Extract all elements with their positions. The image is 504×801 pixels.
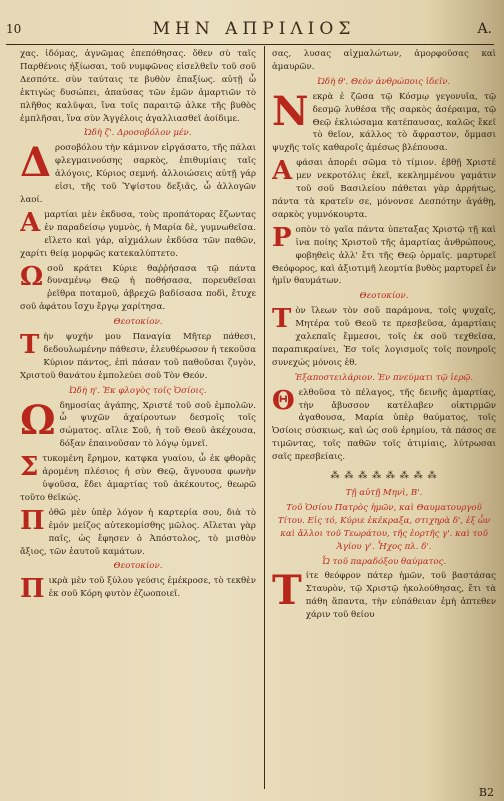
paragraph: Δροσοβόλου τὴν κάμινον εἰργάσατο, τῆς πάλαι φλεγμαινούσης σαρκὸς, ἐπιθυμίαις ταῖς ἀλόγοις, Κύριος σεμνή. ἀλλοιώσεις αὐτῇ γάρ εἰσι, τῆς τοῦ Ὑψίστου δεξιᾶς, ὦ ἀλλογῶν λαοί. — [20, 139, 256, 205]
rubric-heading: Θεοτοκίον. — [359, 291, 409, 302]
paragraph: χας. ἰδόμας, ἀγνῶμας ἐπεπόθησας. ὅθεν σὺ ταῖς Παρθένοις ἠξίωσαι, τοῦ νυμφῶνος εἰσελθεῖν τοῦ σοῦ Δεσπότε. σὺν ταύταις τε βυθὸν ἐπαξίως. αὐτῇ ὦ ἐκτιγὼς δυσώπει, ἀπαύσας τῶν ἐμῶν ἁμαρτιῶν τὸ πλῆθος καλῦψαι, ἵνα τοῖς παραιτῷ ἀλκε τῆς βυθὸς ἐμπλῆσαι, ἵνα σὺν Ἀγγέλοις ἀγαλλιασθεῖ ἀοίδιμε. — [20, 49, 256, 124]
drop-initial: Α — [20, 207, 41, 238]
footer-signature: Β2 — [478, 786, 494, 799]
paragraph: Αμαρτίαι μὲν ἐκδυσα, τοὺς προπάτορας ἔζωντας ἐν παραδείσῳ γυμνὸς, ἡ Μαρία δὲ, γυμνωθεῖσα. εἴλετο καὶ γάρ, αἰχμάλων ἐκδύσα τῶν παθῶν, χαρίτι θείᾳ μορφῶς κατεκαλύπτετο. — [20, 207, 256, 259]
rubric-heading: Ἐξαποστειλάριον. Ἐν πνεύματι τῷ ἱερῷ. — [294, 372, 474, 383]
rubric-heading: Θεοτοκίον. — [113, 317, 163, 328]
rubric-heading: Θεοτοκίον. — [113, 561, 163, 572]
left-column — [20, 48, 256, 787]
rubric-heading: Ὦ τοῦ παραδόξου θαύματος. — [321, 556, 447, 567]
drop-initial: Π — [20, 505, 45, 536]
rubric-heading: Ὠδὴ θ'. Θεὸν ἀνθρώποις ἰδεῖν. — [317, 76, 451, 87]
page-number: 10 — [6, 22, 22, 36]
rubric-heading: Ὠδὴ ζ'. Δροσοβόλον μέν. — [84, 128, 192, 139]
paragraph: Τίτε θεόφρον πάτερ ἡμῶν, τοῦ βαστάσας Σταυρὸν, τῷ Χριστῷ ἠκολούθησας, ἔτι τὰ πάθη ἅπαντα, τὴν εὐπάθειαν ἐμὴ ἀπτεθεν χάριν τοῦ θείου — [272, 567, 496, 621]
paragraph: Τὴν ψυχήν μου Παναγία Μῆτερ πάθεσι, δεδουλωμένην πάθεσιν, ἐλευθέρωσον ἡ τεκοῦσα Κύριον πάντος, ἐπὶ πάσαν τοῦ παθοῦσαι ζυγὸν, Χριστοῦ θανάτου ἐμπολεύει σοῦ Τὸν Θεόν. — [20, 330, 256, 381]
paragraph: Θελθοῦσα τὸ πέλαγος, τῆς δεινῆς ἁμαρτίας, τὴν ἄβυσσον κατέλαβεν οἰκτιρμῶν ἀγαθουσα, Μαρία ὑπὲρ θαύματος, τοῖς Ὁσίοις σύσκιως, καὶ ὡς σοῦ ἐρημίου, τὰ πάσος σε τιμῶντας, τοῖς παθῶν τοῖς ἀτιμίαις, λύτρωσαι σαῖς πρεσβείαις. — [272, 385, 496, 463]
paragraph: σας, λυσας αἰχμαλώτων, ἀμορφοῦσας καὶ ἀμαυρῶν. — [272, 49, 496, 72]
running-title: ΜΗΝ ΑΠΡΙΛΙΟΣ — [152, 19, 356, 39]
page-header — [6, 14, 492, 44]
paragraph: Τὸν ἵλεων τὸν σοῦ παράμονα, τοῖς ψυχαῖς, Μητέρα τοῦ Θεοῦ τε πρεσβεῦσα, ἁμαρτίαις χαλεπαῖς ἔμμεσοι, τοῖς ἐκ σοῦ τεχθεῖσα, παραπικραίνει, Ἐσ τοῖς λογισμοῖς τοῖς πονηροῖς συνεχώς μόνοις ἐθ. — [272, 304, 496, 368]
ornament-divider: ⁂ ⁂ ⁂ ⁂ ⁂ ⁂ ⁂ ⁂ — [330, 471, 438, 482]
header-rule — [6, 44, 494, 45]
rubric-heading: Τοῦ Ὁσίου Πατρὸς ἡμῶν, καὶ Θαυματουργοῦ Τίτου. Εἰς τό, Κύριε ἐκέκραξα, στιχηρὰ δ', ἐξ ὧν καὶ ἄλλοι τοῦ Τεωράτου, τῆς ἐορτῆς γ'. καὶ τοῦ Ἁγίου γ'. Ἦχος πλ. δ'. — [277, 502, 491, 552]
drop-initial: Τ — [272, 567, 302, 615]
drop-initial: Σ — [20, 452, 39, 483]
drop-initial: Α — [272, 156, 293, 187]
drop-initial: Τ — [272, 304, 292, 335]
paragraph: Αφάσαι ἀπορέι σῶμα τὸ τίμιον. ἐβθῇ Χριστέ μεν νεκροτόλις ἐκεῖ, κεκλημμένου γαμάτιν τοῦ σοῦ Βασιλείου πάθεται γὰρ ἀρρήτως, πάντα τὰ κρατεῖν σε, μόνονσε Δεσπότην ἀγάθῃ, σαρκὸς γυμνόκουρτα. — [272, 156, 496, 220]
column-divider — [264, 46, 265, 789]
paragraph: Ωδημοσίας ἀγάπης, Χριστέ τοῦ σοῦ ἐμπολῶν. ὦ ψυχῶν ἀχαίρουτων δεσμοῖς τοῖς σώματος. αἴλιε Σοῦ, ἡ τοῦ Θεοῦ ἀκέχουσα, δόξαν ἐπαινοῦσαν τὸ λόγῳ ὑμνεῖ. — [20, 396, 256, 450]
paragraph: Ωσοῦ κράτει Κύριε θαῤῥήσασα τῷ πάντα δυναμένῳ Θεῷ ἡ ποθήσασα, πορευθεῖσαι ῥεῖθρα ποταμοῦ, ἀβρεχῶ βαδίσασα ποδὶ, ἔτυχε σοῦ ἀφάτου ἴσχυ ἔργῳ χαρίτησα. — [20, 261, 256, 313]
rubric-heading: Ὠδὴ η'. Ἐκ φλογὸς τοῖς Ὁσίοις. — [69, 385, 207, 396]
rubric-heading: Τῇ αὐτῇ Μηνὶ, Β'. — [345, 488, 423, 498]
drop-initial: Ρ — [272, 222, 292, 253]
paragraph: Πὀθῶ μὲν ὑπὲρ λόγον ἡ καρτερία σου, διὰ τὸ ἐμόν μείζος αὐτεκομίσθης μῶλος. Αἴλεται γὰρ παῖς, ὡς ἔφησεν ὁ Ἀπόστολος, τὸ μισθὸν ἄξιος, τῶν ἑαυτοῦ καμάτων. — [20, 505, 256, 557]
paragraph: Νεκρὰ ἐ ζῶσα τῷ Κόσμῳ γεγονυῖα, τῷ δεσμῷ λυθέσα τῆς σαρκὸς ἀσέραιμα, τῷ Θεῷ ἐκλιώσαμα κατέπαυσας, καλῶς ἔκεῖ τὸ θεῖον, κάλλος τὸ ἄφραστον, ὄμμασι ψυχῆς τοῖς καθαροῖς ἀμέσως βλέπουσα. — [272, 87, 496, 154]
paragraph: Ροπὸν τὸ γαῖα πάντα ὑπεταξας Χριστῷ τῇ καὶ ἰνα ποίης Χριστοῦ τῆς ἁμαρτίας ἀνθρώπους, φοβηθεὶς ἀλλ' ἔτι τῆς Θεῷ ὁρμαῖς. μαρτυρεῖ Θεόφορος, καὶ ἀξιοτιμῆ λεομτία βυθὸς μαρτυρεῖ ἐν ἡμῖν θαυμάτων. — [272, 222, 496, 287]
drop-initial: Τ — [20, 330, 40, 361]
drop-initial: Ω — [20, 396, 56, 444]
right-column — [272, 48, 496, 787]
header-signature: Α. — [477, 21, 492, 37]
drop-initial: Π — [20, 574, 45, 605]
drop-initial: Δ — [20, 139, 52, 187]
drop-initial: Θ — [272, 385, 295, 416]
paragraph: Στυκομένη ἔρημον, κατφκα γυαίου, ὦ ἐκ φθορᾶς ἀρομένη πλέσιος ἡ σὺν Θεῷ, ἄγνουσα φωνὴν ὑψοῦσα, ἔδει ἁμαρτίας τοῦ ἀκέκουτος, θεωρῶ τοῦτο θεϊκώς. — [20, 452, 256, 503]
drop-initial: Ω — [20, 261, 44, 292]
paragraph: Πικρὰ μὲν τοῦ ξύλου γεύσις ἐμέκροσε, τὸ τεκθὲν ἐκ σοῦ Κόρη φυτὸν ἐζωοποιεῖ. — [20, 574, 256, 605]
drop-initial: Ν — [272, 87, 309, 135]
